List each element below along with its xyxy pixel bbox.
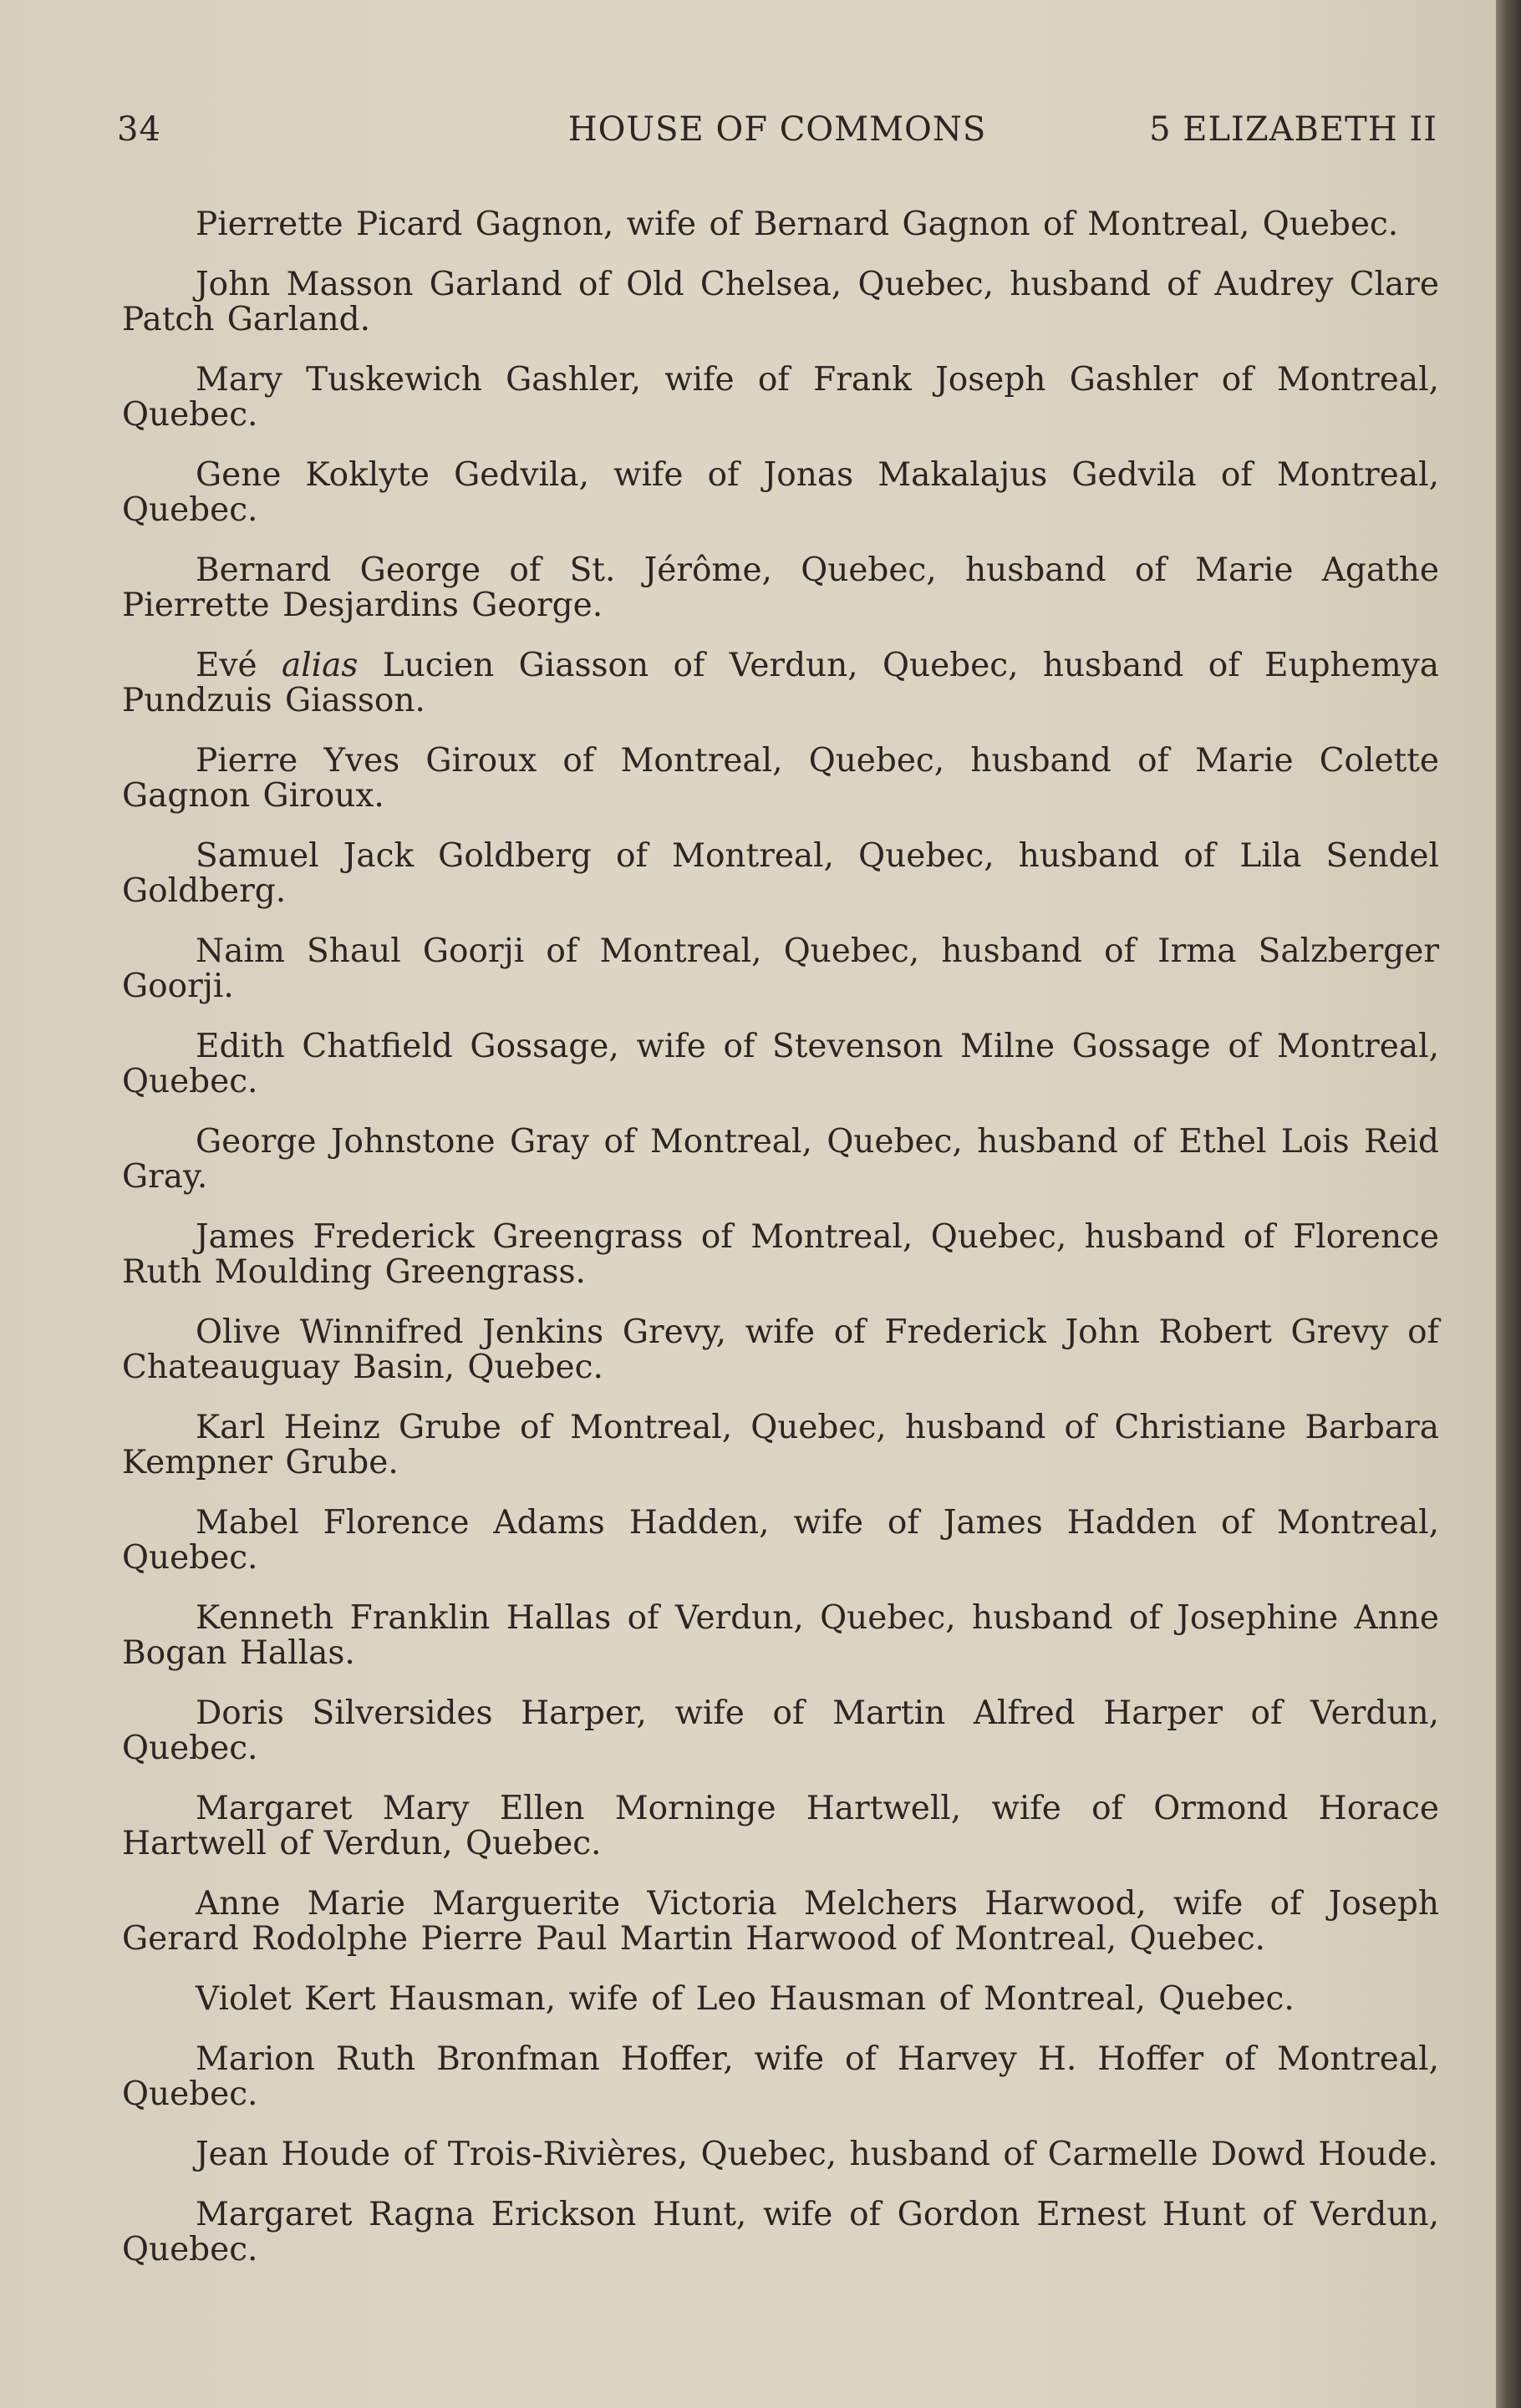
entry: Bernard George of St. Jérôme, Quebec, husband of Marie Agathe Pierrette Desjardins George. xyxy=(122,551,1439,624)
entry: Pierrette Picard Gagnon, wife of Bernard Gagnon of Montreal, Quebec. xyxy=(196,206,1399,243)
entry: Karl Heinz Grube of Montreal, Quebec, husband of Christiane Barbara Kempner Grube. xyxy=(122,1409,1439,1481)
entry: Pierre Yves Giroux of Montreal, Quebec, husband of Marie Colette Gagnon Giroux. xyxy=(122,742,1439,815)
entry: Kenneth Franklin Hallas of Verdun, Quebec, husband of Josephine Anne Bogan Hallas. xyxy=(122,1599,1439,1672)
entry: Mabel Florence Adams Hadden, wife of James Hadden of Montreal, Quebec. xyxy=(122,1504,1439,1577)
entry: Marion Ruth Bronfman Hoffer, wife of Harvey H. Hoffer of Montreal, Quebec. xyxy=(122,2040,1439,2113)
entry: Olive Winnifred Jenkins Grevy, wife of Frederick John Robert Grevy of Chateauguay Basin, Quebec. xyxy=(122,1313,1439,1386)
entry: Samuel Jack Goldberg of Montreal, Quebec, husband of Lila Sendel Goldberg. xyxy=(122,837,1439,910)
session-label: 5 ELIZABETH II xyxy=(1149,110,1437,149)
entry-rest: Lucien Giasson of Verdun, Quebec, husband of Euphemya Pundzuis Giasson. xyxy=(122,647,1439,719)
entry: Jean Houde of Trois-Rivières, Quebec, husband of Carmelle Dowd Houde. xyxy=(196,2136,1438,2173)
entry xyxy=(122,648,1439,719)
entry: Margaret Mary Ellen Morninge Hartwell, wife of Ormond Horace Hartwell of Verdun, Quebec. xyxy=(122,1790,1439,1862)
entry: Violet Kert Hausman, wife of Leo Hausman of Montreal, Quebec. xyxy=(196,1980,1295,2018)
entry: George Johnstone Gray of Montreal, Quebec, husband of Ethel Lois Reid Gray. xyxy=(122,1123,1439,1196)
entry: Gene Koklyte Gedvila, wife of Jonas Makalajus Gedvila of Montreal, Quebec. xyxy=(122,456,1439,529)
entry-name: Evé xyxy=(196,647,282,684)
entry: Margaret Ragna Erickson Hunt, wife of Gordon Ernest Hunt of Verdun, Quebec. xyxy=(122,2196,1439,2268)
entry-list xyxy=(122,207,1439,2293)
entry: Doris Silversides Harper, wife of Martin Alfred Harper of Verdun, Quebec. xyxy=(122,1694,1439,1767)
page-number: 34 xyxy=(117,110,161,149)
entry: Edith Chatfield Gossage, wife of Stevenson Milne Gossage of Montreal, Quebec. xyxy=(122,1028,1439,1100)
entry: Mary Tuskewich Gashler, wife of Frank Joseph Gashler of Montreal, Quebec. xyxy=(122,361,1439,434)
entry: Naim Shaul Goorji of Montreal, Quebec, husband of Irma Salzberger Goorji. xyxy=(122,932,1439,1005)
entry: Anne Marie Marguerite Victoria Melchers Harwood, wife of Joseph Gerard Rodolphe Pierre Paul Martin Harwood of Montreal, Quebec. xyxy=(122,1885,1439,1958)
page-edge xyxy=(1496,0,1521,2408)
entry: James Frederick Greengrass of Montreal, Quebec, husband of Florence Ruth Moulding Greengrass. xyxy=(122,1218,1439,1291)
alias-italic: alias xyxy=(281,647,359,684)
page-header xyxy=(117,110,1437,160)
entry: John Masson Garland of Old Chelsea, Quebec, husband of Audrey Clare Patch Garland. xyxy=(122,266,1439,338)
journal-title: HOUSE OF COMMONS xyxy=(567,110,987,149)
